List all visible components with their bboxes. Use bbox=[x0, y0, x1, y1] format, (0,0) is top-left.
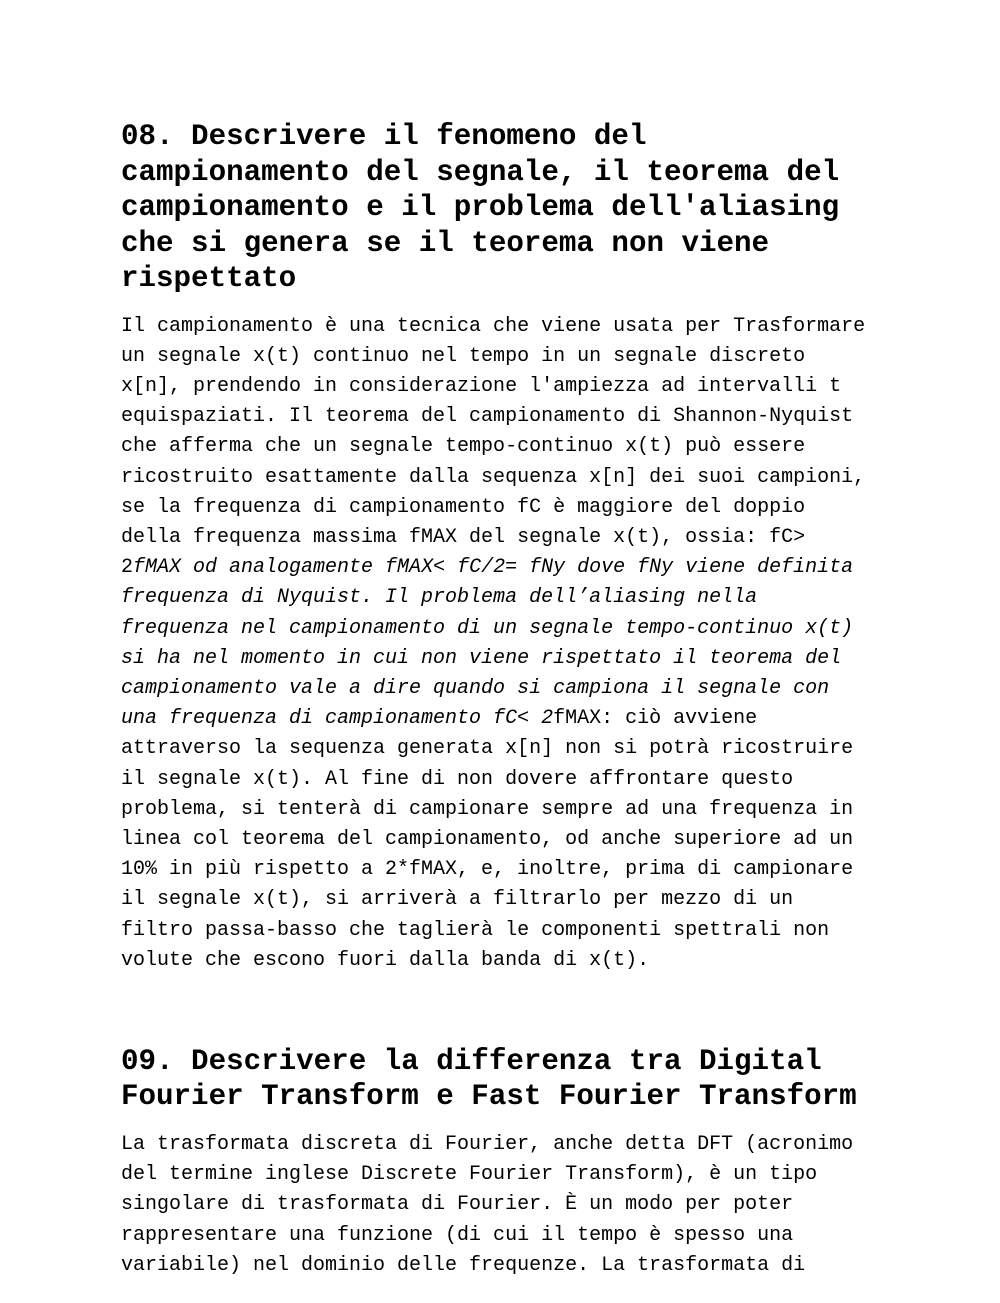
section-09-title: 09. Descrivere la differenza tra Digital Fourier Transform e Fast Fourier Transform bbox=[121, 1044, 857, 1114]
section-08-body-text: Il campionamento è una tecnica che viene usata per Trasformare un segnale x(t) continuo nel tempo in un segnale discreto x[n], prendendo in considerazione l'ampiezza ad intervalli t equispaziati. Il teorema del campionamento di Shannon-Nyquist che afferma che un segnale tempo-continuo x(t) può essere ricostruito esattamente dalla sequenza x[n] dei suoi campioni, se la frequenza di campionamento fC è maggiore del doppio della frequenza massima fMAX del segnale x(t), ossia: fC> 2 bbox=[121, 314, 866, 580]
section-08-title: 08. Descrivere il fenomeno del campionamento del segnale, il teorema del campionamento e il problema dell'aliasing che si genera se il teorema non viene rispettato bbox=[121, 120, 840, 295]
section-08-body-italic: fMAX od analogamente fMAX< fC/2= fNy dove fNy viene definita frequenza di Nyquist. Il problema dell’aliasing nella frequenza nel campionamento di un segnale tempo-continuo x(t) si ha nel momento in cui non viene rispettato il teorema del campionamento vale a dire quando si campiona il segnale con una frequenza di campionamento fC< 2 bbox=[121, 556, 854, 731]
document-page bbox=[121, 119, 891, 1281]
section-08-body-text-end: fMAX: ciò avviene attraverso la sequenza generata x[n] non si potrà ricostruire il segnale x(t). Al fine di non dovere affrontare questo problema, si tenterà di campionare sempre ad una frequenza in linea col teorema del campionamento, od anche superiore ad un 10% in più rispetto a 2*fMAX, e, inoltre, prima di campionare il segnale x(t), si arriverà a filtrarlo per mezzo di un filtro passa-basso che taglierà le componenti spettrali non volute che escono fuori dalla banda di x(t). bbox=[121, 707, 854, 972]
section-08-body bbox=[121, 312, 891, 976]
section-09-body: La trasformata discreta di Fourier, anche detta DFT (acronimo del termine inglese Discrete Fourier Transform), è un tipo singolare di trasformata di Fourier. È un modo per poter rappresentare una funzione (di cui il tempo è spesso una variabile) nel dominio delle frequenze. La trasformata di bbox=[121, 1132, 854, 1277]
